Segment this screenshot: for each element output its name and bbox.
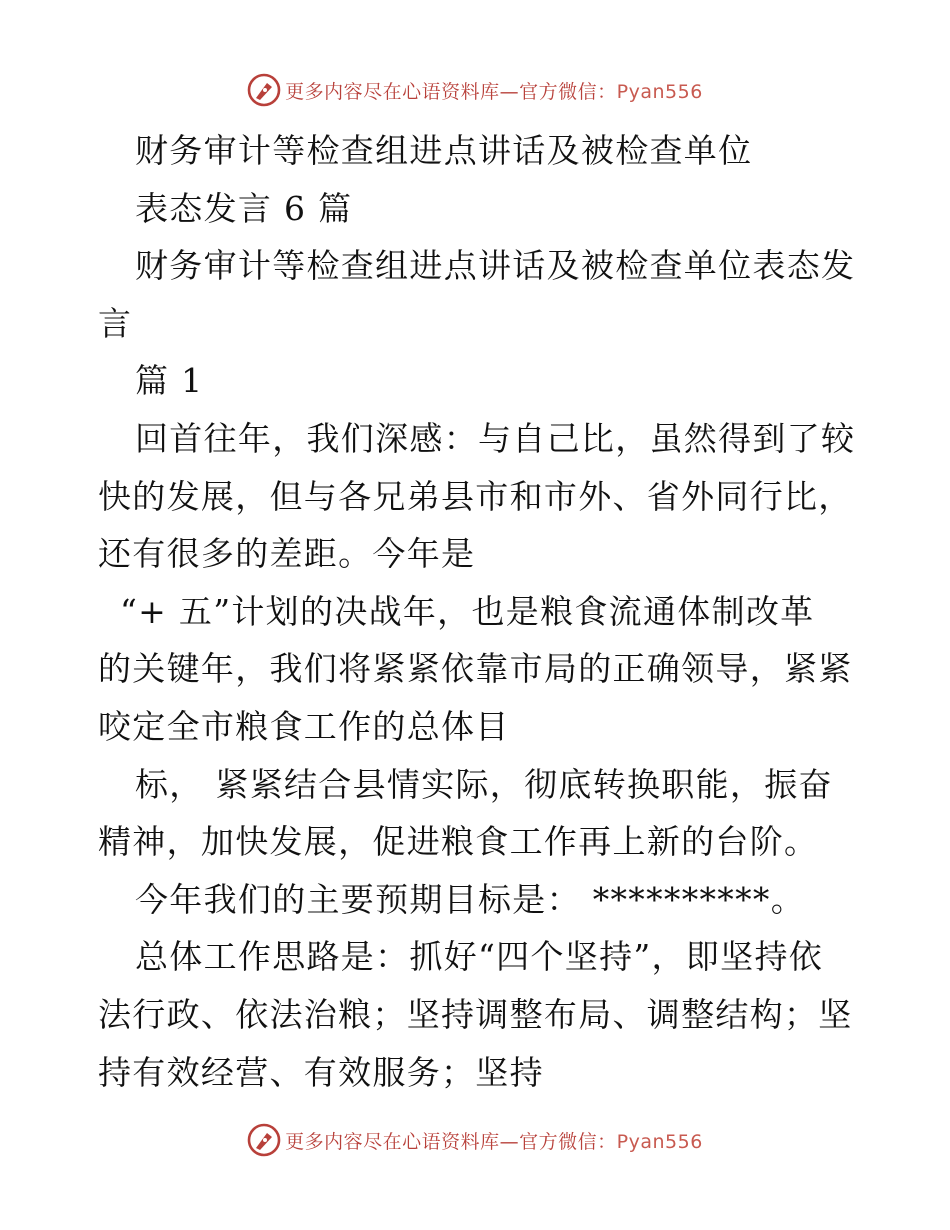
paragraph-line: 精神，加快发展，促进粮食工作再上新的台阶。 <box>98 822 819 862</box>
paragraph-line: 持有效经营、有效服务；坚持 <box>98 1052 544 1092</box>
title-line-2: 表态发言 6 篇 <box>135 188 353 228</box>
document-body <box>98 122 858 1101</box>
footer-banner-id: Pyan556 <box>616 1130 703 1153</box>
footer-banner-text: 更多内容尽在心语资料库—官方微信：Pyan556 <box>285 1130 703 1153</box>
paragraph-line: 的关键年，我们将紧紧依靠市局的正确领导，紧紧 <box>98 649 853 689</box>
pen-nib-logo-icon <box>247 73 281 107</box>
paragraph-line: 总体工作思路是：抓好“四个坚持”，即坚持依 <box>135 937 824 977</box>
paragraph-line: 标， 紧紧结合县情实际，彻底转换职能，振奋 <box>135 764 833 804</box>
paragraph-line: 言 <box>98 303 133 343</box>
paragraph-line: 还有很多的差距。今年是 <box>98 534 476 574</box>
paragraph-line: 今年我们的主要预期目标是： **********。 <box>135 879 805 919</box>
header-banner-id: Pyan556 <box>616 80 703 103</box>
header-banner-text: 更多内容尽在心语资料库—官方微信：Pyan556 <box>285 80 703 103</box>
pen-nib-logo-icon <box>247 1123 281 1157</box>
paragraph-line: 快的发展，但与各兄弟县市和市外、省外同行比， <box>98 476 853 516</box>
paragraph-line: 咬定全市粮食工作的总体目 <box>98 706 510 746</box>
paragraph-line: “+ 五”计划的决战年，也是粮食流通体制改革 <box>120 591 815 631</box>
paragraph-line: 回首往年，我们深感：与自己比，虽然得到了较 <box>135 418 856 458</box>
header-banner <box>0 70 950 110</box>
paragraph-line: 财务审计等检查组进点讲话及被检查单位表态发 <box>135 246 856 286</box>
footer-banner <box>0 1120 950 1160</box>
title-line-1: 财务审计等检查组进点讲话及被检查单位 <box>135 131 753 170</box>
paragraph-line: 法行政、依法治粮；坚持调整布局、调整结构；坚 <box>98 994 853 1034</box>
section-heading: 篇 1 <box>135 361 204 401</box>
